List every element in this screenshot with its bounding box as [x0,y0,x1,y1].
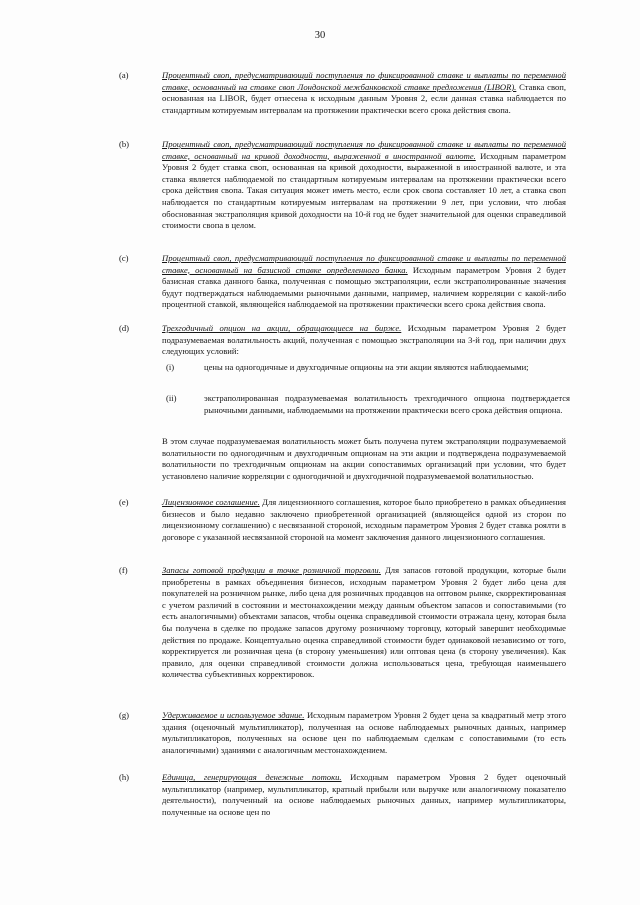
sub-item-label: (ii) [166,393,177,403]
item-text [162,497,566,543]
item-body: Исходным параметром Уровня 2 будет цена за квадратный метр этого здания (оценочный мультипликатор), полученная на основе наблюдаемых рыночных данных, например мультипликаторов, полученных на основе цен по наблюдаемым сделкам с сопоставимыми (то есть аналогичными) зданиями с аналогичным местонахождением. [162,710,567,755]
item-body: Для лицензионного соглашения, которое было приобретено в рамках объединения бизнесов и было недавно заключено приобретенной организацией (являющейся одной из сторон по лицензионному соглашению) с несвязанной стороной, исходным параметром Уровня 2 будет ставка роялти в договоре с указанной несвязанной стороной на момент заключения данного лицензионного соглашения. [162,497,566,542]
item-text [162,139,566,232]
item-body: Исходным параметром Уровня 2 будет подразумеваемая волатильность акций, полученная с помощью экстраполяции на 3-й год, при наличии двух следующих условий: [162,323,566,357]
item-label: (e) [119,497,129,507]
item-label: (c) [119,253,129,263]
item-label: (b) [119,139,130,149]
sub-item-text: цены на одногодичные и двухгодичные опционы на эти акции являются наблюдаемыми; [204,362,529,372]
sub-item-text: экстраполированная подразумеваемая волатильность трехгодичного опциона подтверждается рыночными данными, наблюдаемыми на протяжении практически всего срока действия опциона. [204,393,570,415]
item-body: Исходным параметром Уровня 2 будет оценочный мультипликатор (например, мультипликатор, кратный прибыли или выручке или аналогичному показателю деятельности), полученный на основе наблюдаемых рыночных данных, например мультипликаторы, полученные на основе цен по [162,772,566,817]
page-number: 30 [314,30,326,41]
item-label: (h) [119,772,130,782]
item-title: Удерживаемое и используемое здание. [162,710,305,720]
item-label: (d) [119,323,130,333]
item-title: Запасы готовой продукции в точке розничной торговли. [162,565,381,575]
item-body: Для запасов готовой продукции, которые были приобретены в рамках объединения бизнесов, исходным параметром Уровня 2 будет либо цена для покупателей на розничном рынке, либо цена для розничных продавцов на оптовом рынке, скорректированная с учетом различий в состоянии и местонахождении между данным объектом запасов и сопоставимыми (то есть аналогичными) объектами запасов, чтобы оценка справедливой стоимости отражала цену, которая была бы получена в сделке по продаже запасов другому розничному торговцу, который завершит необходимые действия по продаже. Концептуально оценка справедливой стоимости будет одинаковой независимо от того, корректируется ли розничная цена (в сторону уменьшения) или оптовая цена (в сторону увеличения). Как правило, для оценки справедливой стоимости должна использоваться цена, требующая наименьшего количества субъективных корректировок. [162,565,566,680]
item-body: Исходным параметром Уровня 2 будет ставка своп, основанная на кривой доходности, выраженной в иностранной валюте, и эта ставка является наблюдаемой по стандартным котируемым интервалам на протяжении практически всего срока действия свопа. Такая ситуация может иметь место, если срок свопа составляет 10 лет, а ставка своп наблюдается по стандартным котируемым интервалам на протяжении 9 лет, при условии, что любая обоснованная экстраполяция кривой доходности на 10-й год не будет значительной для оценки справедливой стоимости свопа в целом. [162,150,566,231]
item-label: (f) [119,565,128,575]
item-body: Ставка своп, основанная на LIBOR, будет отнесена к исходным данным Уровня 2, если данная ставка наблюдается по стандартным котируемым интервалам на протяжении практически всего срока действия свопа. [162,81,566,115]
item-title: Процентный своп, предусматривающий поступления по фиксированной ставке и выплаты по переменной ставке, основанный на ставке своп Лондонской межбанковской ставке предложения (LIBOR). [162,70,566,92]
item-d-continuation: В этом случае подразумеваемая волатильность может быть получена путем экстраполяции подразумеваемой волатильности по одногодичным и двухгодичным опционам на эти акции и подтверждена подразумеваемой волатильности по трехгодичным опционам на акции сопоставимых организаций при условии, что будет установлено наличие корреляции с одногодичной и двухгодичной подразумеваемой волатильностью. [162,436,566,481]
item-title: Трехгодичный опцион на акции, обращающиеся на бирже. [162,323,402,333]
item-body: Исходным параметром Уровня 2 будет базисная ставка данного банка, полученная с помощью экстраполяции, если экстраполированные значения будут подтверждаться наблюдаемыми рыночными данными, например, наличием корреляции с какой-либо процентной ставкой, являющейся наблюдаемой на протяжении практически всего срока действия свопа. [162,264,566,310]
item-text [162,70,566,116]
item-text [162,772,566,818]
item-title: Единица, генерирующая денежные потоки. [162,772,342,782]
item-label: (a) [119,70,129,80]
item-title: Процентный своп, предусматривающий поступления по фиксированной ставке и выплаты по переменной ставке, основанный на базисной ставке определенного банка. [162,253,566,275]
sub-item-label: (i) [166,362,175,372]
item-label: (g) [119,710,130,720]
item-text [162,253,566,311]
item-text [162,323,566,358]
item-text [162,710,566,756]
item-title: Лицензионное соглашение. [162,497,260,507]
item-text [162,565,566,681]
item-title: Процентный своп, предусматривающий поступления по фиксированной ставке и выплаты по переменной ставке, основанный на кривой доходности, выраженной в иностранной валюте. [162,139,566,161]
